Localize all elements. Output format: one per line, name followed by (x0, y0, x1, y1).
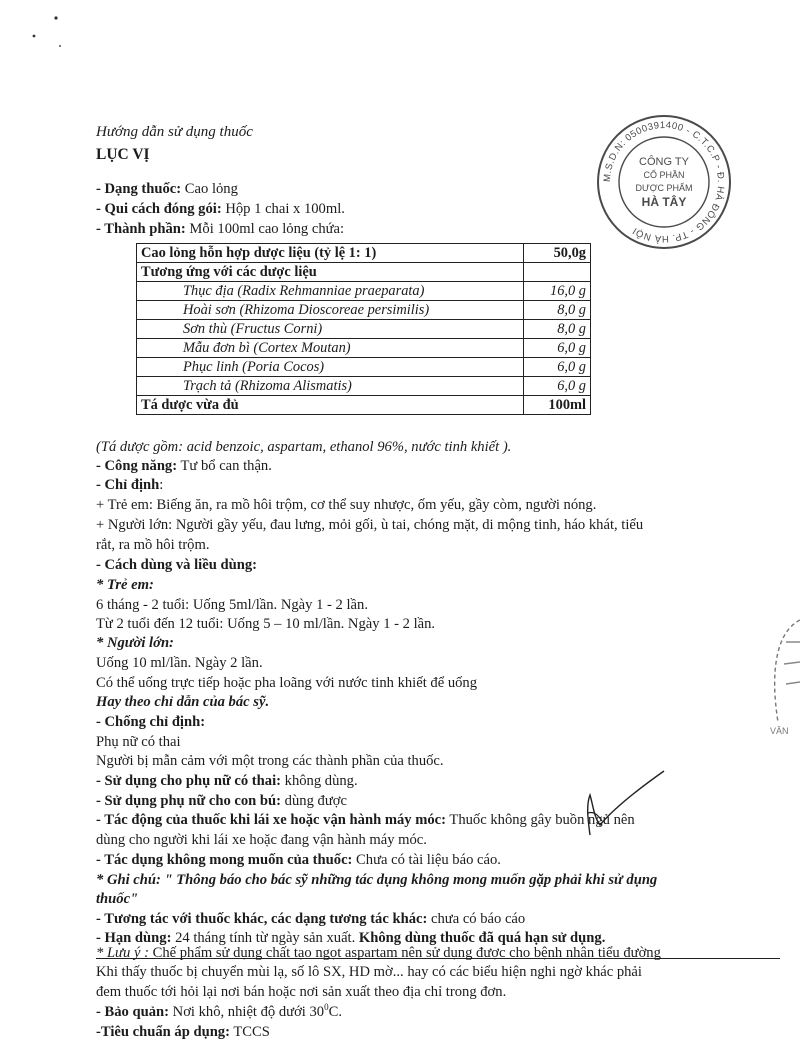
driving-line (96, 811, 635, 830)
stamp-line-4: HÀ TÂY (641, 195, 687, 209)
table-cell-empty (524, 263, 591, 282)
stamp-line-2: CỔ PHẦN (643, 170, 685, 180)
excipients-note: (Tá dược gồm: acid benzoic, aspartam, ethanol 96%, nước tinh khiết ). (96, 439, 512, 455)
caution-line (96, 944, 661, 963)
contraindications-label: - Chống chỉ định: (96, 714, 206, 730)
product-title: LỤC VỊ (96, 146, 150, 163)
ingredient-name: Sơn thù (Fructus Corni) (137, 320, 524, 339)
indications-children: + Trẻ em: Biếng ăn, ra mồ hôi trộm, cơ thể suy nhược, ốm yếu, gầy còm, người nóng. (96, 497, 597, 513)
dosage-label: - Cách dùng và liều dùng: (96, 557, 257, 573)
dosage-children-line1: 6 tháng - 2 tuổi: Uống 5ml/lần. Ngày 1 - 2 lần. (96, 597, 368, 613)
document-subtitle: Hướng dẫn sử dụng thuốc (96, 124, 253, 140)
edge-mark-text: VĂN (770, 726, 789, 736)
table-row (137, 282, 591, 301)
standard-label: -Tiêu chuẩn áp dụng: (96, 1024, 230, 1040)
driving-label: - Tác động của thuốc khi lái xe hoặc vận hành máy móc: (96, 812, 447, 828)
scan-speck-marks (20, 12, 80, 52)
indications-line (96, 476, 163, 495)
caution-label: * Lưu ý : (96, 945, 149, 961)
svg-text:M.S.D.N: 0500391400 - C.T.C.P (602, 120, 726, 244)
shelf-life-value: 24 tháng tính từ ngày sản xuất. (171, 930, 359, 946)
ingredient-name: Trạch tả (Rhizoma Alismatis) (137, 377, 524, 396)
interactions-line (96, 910, 525, 929)
standard-line (96, 1023, 270, 1042)
packaging-value: Hộp 1 chai x 100ml. (221, 201, 345, 217)
storage-value: Nơi khô, nhiệt độ dưới 30 (169, 1004, 325, 1020)
composition-value: Mỗi 100ml cao lỏng chứa: (185, 221, 345, 237)
table-cell-subheader: Tương ứng với các dược liệu (137, 263, 524, 282)
contraindications-line1: Phụ nữ có thai (96, 734, 181, 750)
handwritten-signature (560, 765, 680, 845)
function-line (96, 457, 272, 476)
table-row (137, 301, 591, 320)
ingredient-name: Hoài sơn (Rhizoma Dioscoreae persimilis) (137, 301, 524, 320)
packaging-line (96, 200, 345, 219)
lactation-line (96, 792, 347, 811)
shelf-life-label: - Hạn dùng: (96, 930, 172, 946)
caution-value: Chế phẩm sử dụng chất tạo ngọt aspartam nên sử dụng được cho bệnh nhân tiểu đường (148, 945, 661, 961)
company-seal-stamp (595, 113, 733, 251)
caution-line2: Khi thấy thuốc bị chuyển mùi lạ, số lô SX, HD mờ... hay có các biểu hiện nghi ngờ khác phải (96, 964, 642, 980)
table-row (137, 339, 591, 358)
storage-line (96, 1003, 342, 1022)
ingredient-amount: 8,0 g (524, 320, 591, 339)
driving-line2: dùng cho người khi lái xe hoặc đang vận hành máy móc. (96, 832, 427, 848)
lactation-value: dùng được (281, 793, 347, 809)
side-effects-line (96, 851, 501, 870)
storage-degree-sup: 0 (324, 1002, 329, 1013)
ingredient-name: Mẫu đơn bì (Cortex Moutan) (137, 339, 524, 358)
packaging-label: - Qui cách đóng gói: (96, 201, 222, 217)
table-row (137, 244, 591, 263)
dosage-form-line (96, 180, 238, 199)
indications-adults-line2: rắt, ra mồ hôi trộm. (96, 537, 210, 553)
ingredient-name: Phục linh (Poria Cocos) (137, 358, 524, 377)
ingredients-table (136, 243, 591, 415)
table-row (137, 396, 591, 415)
ingredient-amount: 6,0 g (524, 358, 591, 377)
function-label: - Công năng: (96, 458, 178, 474)
ingredient-amount: 8,0 g (524, 301, 591, 320)
pregnancy-line (96, 772, 358, 791)
table-row (137, 263, 591, 282)
dosage-children-label: * Trẻ em: (96, 577, 154, 593)
shelf-life-warning: Không dùng thuốc đã quá hạn sử dụng. (358, 930, 606, 946)
dosage-adults-line1: Uống 10 ml/lần. Ngày 2 lần. (96, 655, 263, 671)
table-row (137, 358, 591, 377)
dosage-adults-label: * Người lớn: (96, 635, 174, 651)
table-cell-header-amount: 50,0g (524, 244, 591, 263)
side-effects-label: - Tác dụng không mong muốn của thuốc: (96, 852, 353, 868)
interactions-label: - Tương tác với thuốc khác, các dạng tương tác khác: (96, 911, 428, 927)
function-value: Tư bổ can thận. (177, 458, 272, 474)
dosage-form-label: - Dạng thuốc: (96, 181, 182, 197)
interactions-value: chưa có báo cáo (427, 911, 526, 927)
ingredient-amount: 16,0 g (524, 282, 591, 301)
stamp-ring-text: M.S.D.N: 0500391400 - C.T.C.P - Đ. HÀ ĐÔNG - TP. HÀ NỘI (601, 119, 727, 245)
composition-label: - Thành phần: (96, 221, 186, 237)
table-cell-header-label: Cao lỏng hỗn hợp dược liệu (tỷ lệ 1: 1) (137, 244, 524, 263)
ingredient-name: Thục địa (Radix Rehmanniae praeparata) (137, 282, 524, 301)
side-effects-value: Chưa có tài liệu báo cáo. (352, 852, 501, 868)
dosage-form-value: Cao lỏng (181, 181, 238, 197)
table-row (137, 377, 591, 396)
partial-stamp-edge (756, 612, 800, 742)
storage-unit: C. (328, 1004, 342, 1020)
contraindications-line2: Người bị mẫn cảm với một trong các thành phần của thuốc. (96, 753, 444, 769)
note-line2: thuốc" (96, 891, 139, 907)
dosage-doctor-note: Hay theo chỉ dẫn của bác sỹ. (96, 694, 270, 710)
indications-label: - Chỉ định (96, 477, 160, 493)
note-line1: * Ghi chú: " Thông báo cho bác sỹ những tác dụng không mong muốn gặp phải khi sử dụng (96, 872, 658, 888)
caution-line3: đem thuốc tới hỏi lại nơi bán hoặc nơi sản xuất theo địa chỉ trong đơn. (96, 984, 507, 1000)
table-cell-footer-label: Tá dược vừa đủ (137, 396, 524, 415)
dosage-adults-line2: Có thể uống trực tiếp hoặc pha loãng với nước tinh khiết để uống (96, 675, 478, 691)
pregnancy-value: không dùng. (281, 773, 358, 789)
ingredient-amount: 6,0 g (524, 339, 591, 358)
standard-value: TCCS (229, 1024, 270, 1040)
indications-adults-line1: + Người lớn: Người gầy yếu, đau lưng, mỏi gối, ù tai, chóng mặt, di mộng tinh, háo khát, tiểu (96, 517, 644, 533)
document-header (96, 123, 253, 164)
driving-value: Thuốc không gây buồn ngủ nên (446, 812, 635, 828)
dosage-children-line2: Từ 2 tuổi đến 12 tuổi: Uống 5 – 10 ml/lần. Ngày 1 - 2 lần. (96, 616, 436, 632)
stamp-line-1: CÔNG TY (639, 156, 689, 168)
stamp-line-3: DƯỢC PHẨM (635, 183, 693, 193)
table-row (137, 320, 591, 339)
pregnancy-label: - Sử dụng cho phụ nữ có thai: (96, 773, 281, 789)
storage-label: - Bảo quản: (96, 1004, 169, 1020)
ingredient-amount: 6,0 g (524, 377, 591, 396)
composition-line (96, 220, 344, 239)
lactation-label: - Sử dụng phụ nữ cho con bú: (96, 793, 282, 809)
indications-colon: : (159, 477, 164, 493)
table-cell-footer-amount: 100ml (524, 396, 591, 415)
